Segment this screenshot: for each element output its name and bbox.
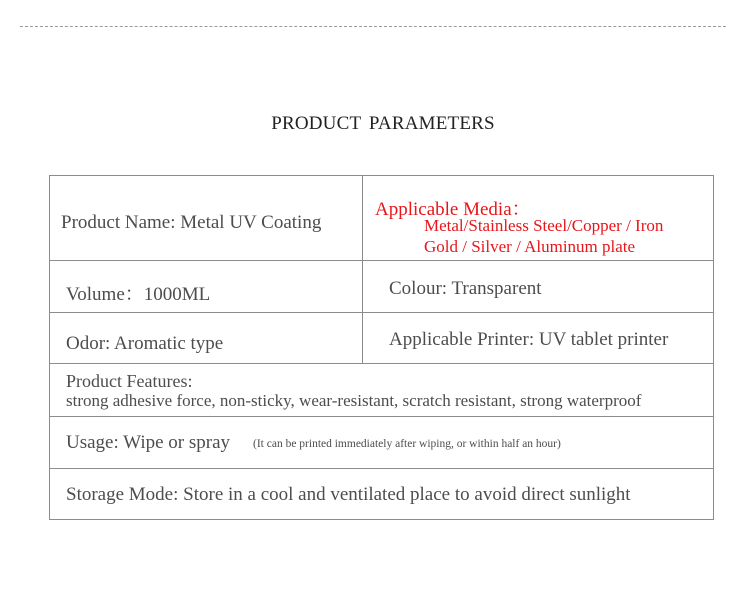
colour-text: Colour: Transparent: [389, 278, 542, 299]
row-volume: [50, 261, 713, 313]
cell-product-name: [50, 176, 363, 260]
volume-text: Volume：1000ML: [66, 284, 211, 305]
applicable-media-line-1: Metal/Stainless Steel/Copper / Iron: [424, 216, 664, 235]
storage-mode-text: Storage Mode: Store in a cool and ventilated place to avoid direct sunlight: [66, 484, 631, 505]
product-features-title: Product Features:: [66, 371, 193, 391]
cell-odor: [50, 313, 363, 363]
odor-text: Odor: Aromatic type: [66, 333, 224, 354]
usage-note: (It can be printed immediately after wiping, or within half an hour): [253, 438, 561, 450]
row-storage-mode: [50, 469, 713, 519]
row-product-name: [50, 176, 713, 261]
cell-applicable-media: [363, 176, 713, 260]
applicable-printer-text: Applicable Printer: UV tablet printer: [389, 329, 669, 350]
applicable-media-line-2: Gold / Silver / Aluminum plate: [424, 237, 636, 256]
parameters-table: [49, 175, 714, 520]
product-name-text: Product Name: Metal UV Coating: [61, 212, 322, 233]
usage-text: Usage: Wipe or spray: [66, 432, 231, 453]
applicable-media-label: Applicable Media：: [375, 199, 531, 220]
row-product-features: [50, 364, 713, 417]
cell-volume: [50, 261, 363, 312]
dashed-divider: [20, 26, 726, 27]
cell-applicable-printer: [363, 313, 713, 363]
row-usage: [50, 417, 713, 469]
page-title: PRODUCT PARAMETERS: [271, 113, 495, 134]
cell-colour: [363, 261, 713, 312]
row-odor: [50, 313, 713, 364]
product-features-text: strong adhesive force, non-sticky, wear-resistant, scratch resistant, strong waterproof: [66, 391, 642, 410]
